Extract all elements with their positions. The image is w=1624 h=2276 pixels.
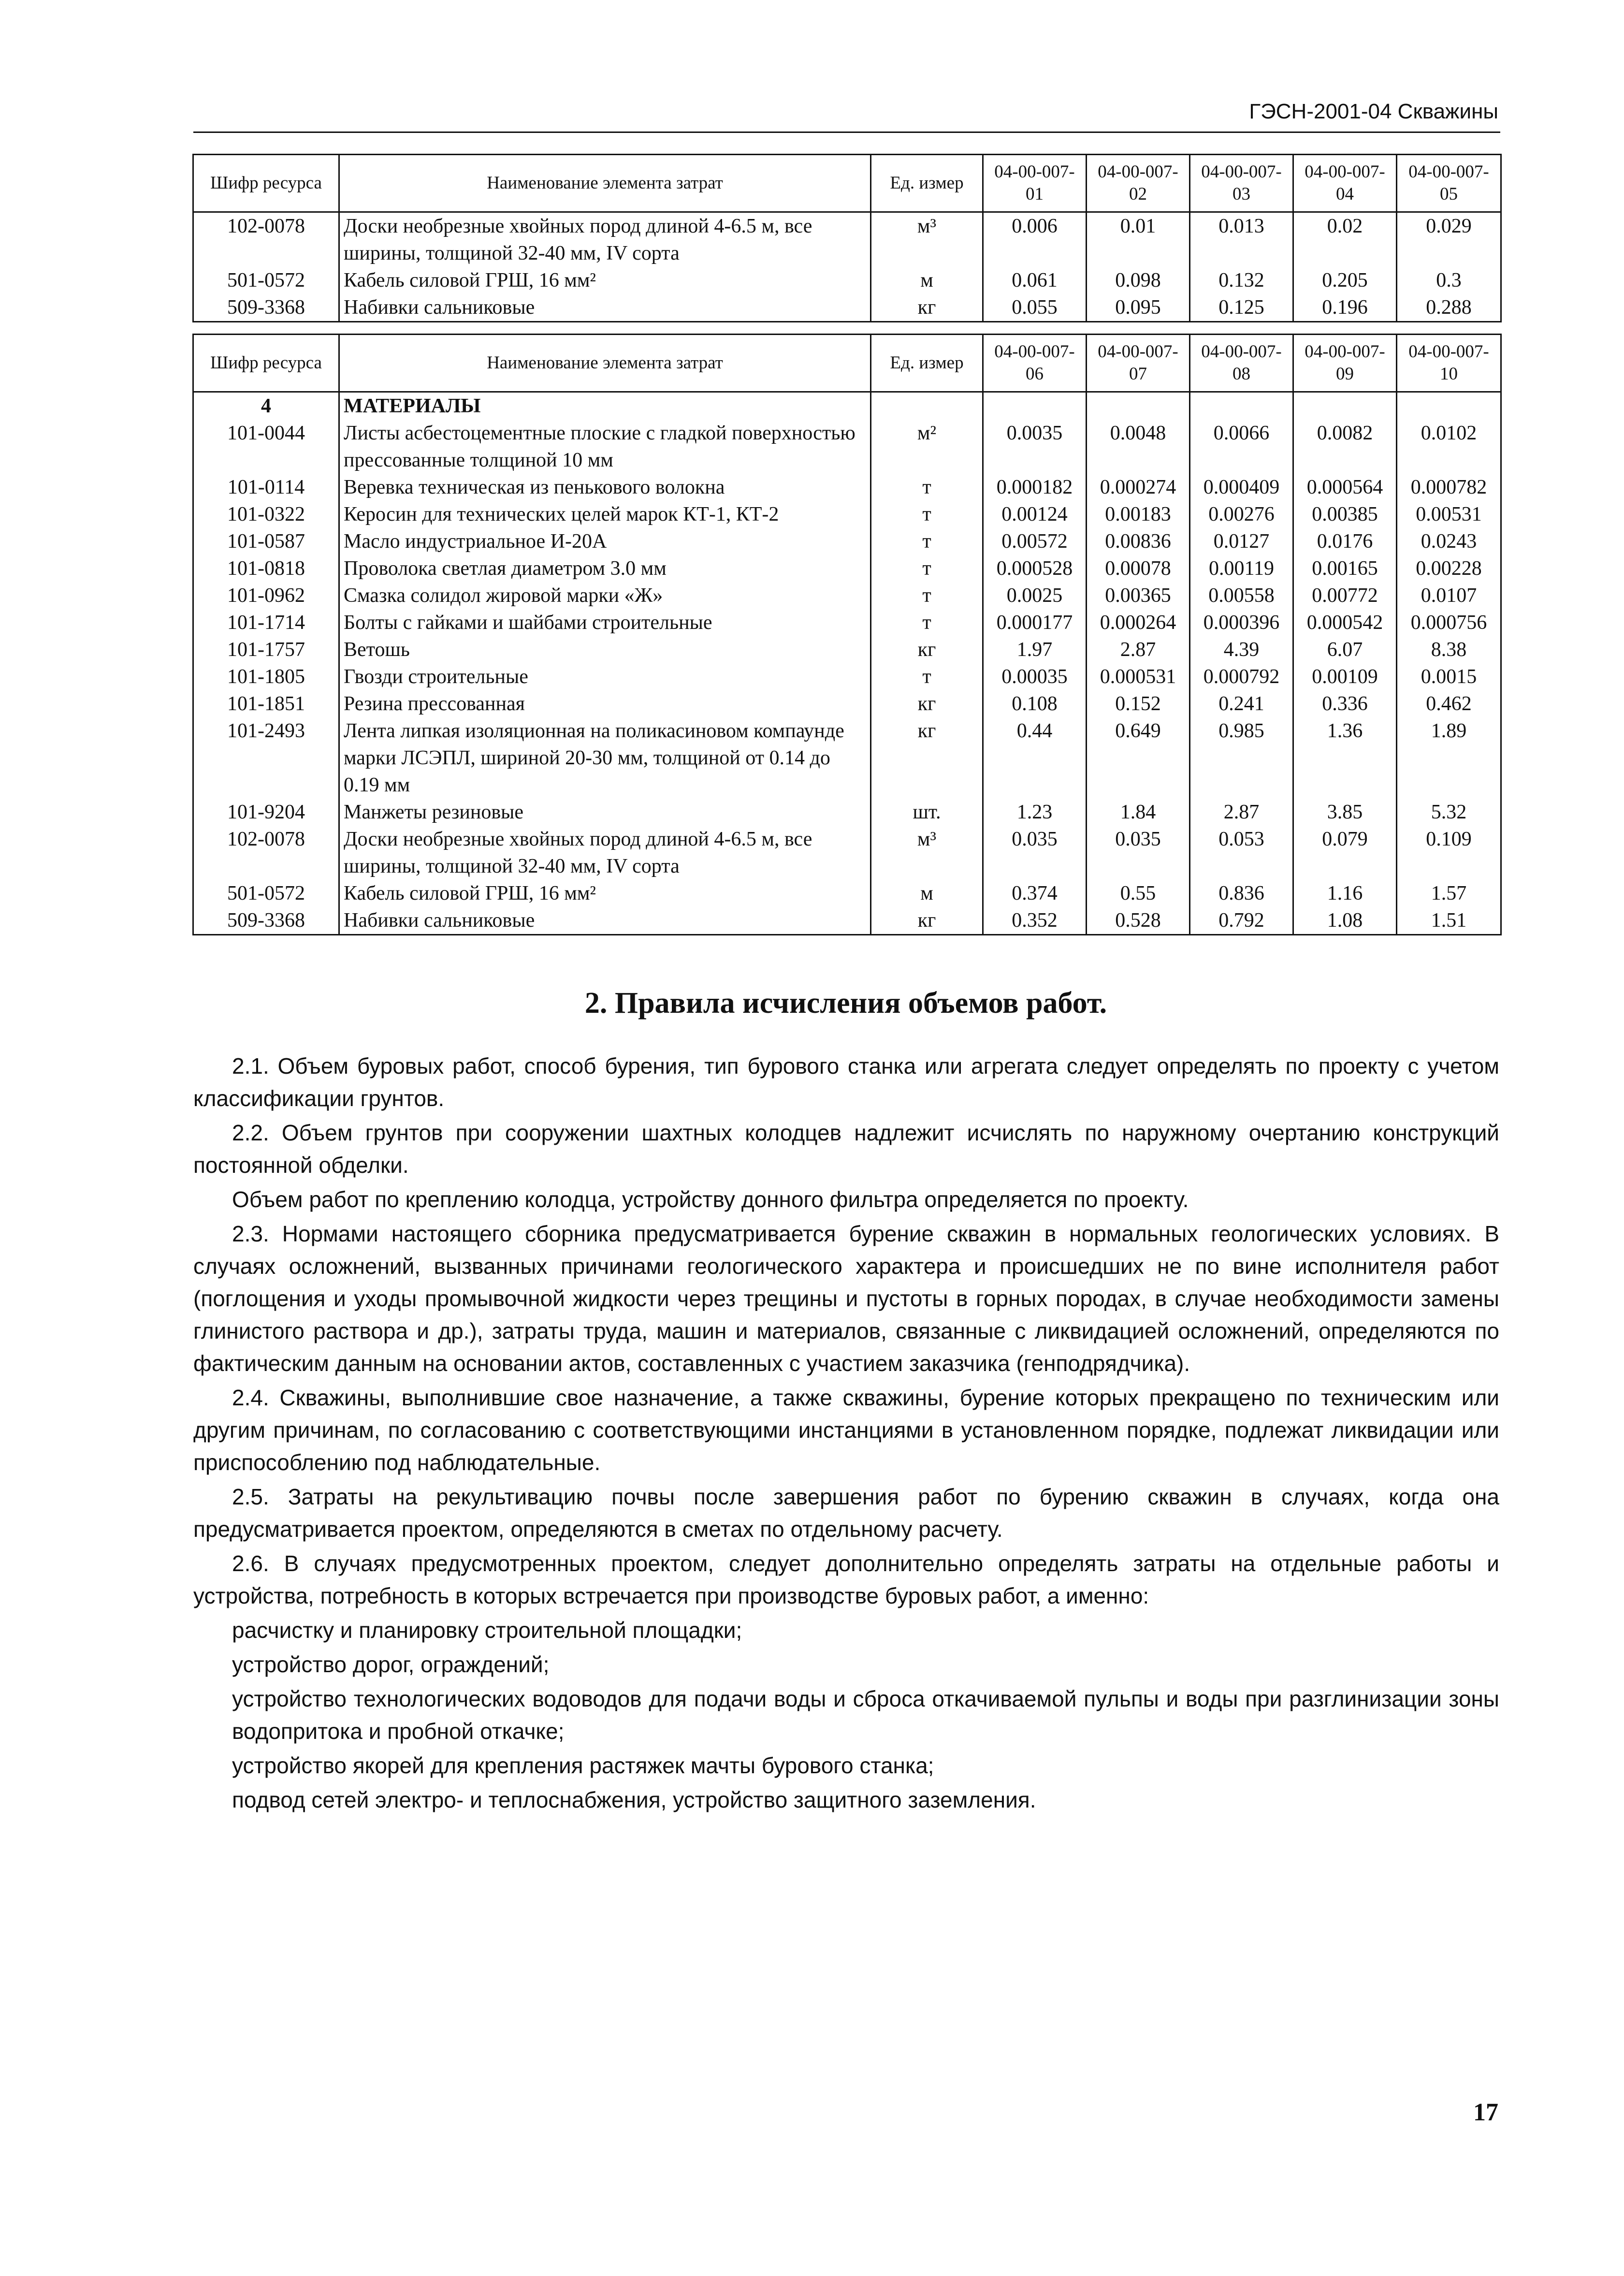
norm-value: 0.00183 <box>1087 501 1190 528</box>
norm-value: 0.00124 <box>983 501 1087 528</box>
paragraph: 2.1. Объем буровых работ, способ бурения, тип бурового станка или агрегата следует определять по проекту с учетом классификации грунтов. <box>193 1053 1499 1111</box>
resource-table-1 <box>192 154 1502 322</box>
norm-value: 0.649 <box>1087 717 1190 799</box>
norm-value: 2.87 <box>1190 799 1293 826</box>
resource-code: 101-0322 <box>193 501 339 528</box>
norm-value: 0.0082 <box>1293 420 1397 474</box>
norm-value: 1.97 <box>983 636 1087 663</box>
norm-value: 0.035 <box>1087 826 1190 880</box>
norm-value: 0.00531 <box>1397 501 1501 528</box>
column-header: 04-00-007-08 <box>1190 335 1293 392</box>
table-row <box>193 555 1501 582</box>
group-row <box>193 392 1501 420</box>
resource-name: Набивки сальниковые <box>339 907 871 935</box>
column-header: 04-00-007-06 <box>983 335 1087 392</box>
norm-value: 0.079 <box>1293 826 1397 880</box>
list-item: устройство якорей для крепления растяжек мачты бурового станка; <box>232 1753 934 1778</box>
norm-value: 0.196 <box>1293 294 1397 322</box>
norm-value: 0.000528 <box>983 555 1087 582</box>
list-item: устройство дорог, ограждений; <box>232 1652 550 1677</box>
list-item: расчистку и планировку строительной площадки; <box>232 1618 742 1643</box>
paragraph: 2.4. Скважины, выполнившие свое назначение, а также скважины, бурение которых прекращено по техническим или другим причинам, по согласованию с соответствующими инстанциями в установленном порядке, подлежат ликвидации или приспособлению под наблюдательные. <box>193 1385 1499 1475</box>
body-text <box>193 1050 1499 1818</box>
norm-value: 0.0066 <box>1190 420 1293 474</box>
paragraph: 2.3. Нормами настоящего сборника предусматривается бурение скважин в нормальных геологических условиях. В случаях осложнений, вызванных причинами геологического характера и происшедших не по вине исполнителя работ (поглощения и уходы промывочной жидкости через трещины и пустоты в горных породах, в случае необходимости замены глинистого раствора и др.), затраты труда, машин и материалов, связанные с ликвидацией осложнений, определяются по фактическим данным на основании актов, составленных с участием заказчика (генподрядчика). <box>193 1221 1499 1376</box>
unit-of-measure: кг <box>871 690 983 717</box>
resource-code: 101-0818 <box>193 555 339 582</box>
resource-name: Кабель силовой ГРШ, 16 мм² <box>339 880 871 907</box>
norm-value: 0.0025 <box>983 582 1087 609</box>
norm-value: 0.55 <box>1087 880 1190 907</box>
norm-value: 0.000396 <box>1190 609 1293 636</box>
norm-value: 0.000177 <box>983 609 1087 636</box>
norm-value: 0.00276 <box>1190 501 1293 528</box>
column-header: 04-00-007-02 <box>1087 155 1190 212</box>
resource-name: Резина прессованная <box>339 690 871 717</box>
norm-value: 8.38 <box>1397 636 1501 663</box>
norm-value: 0.00558 <box>1190 582 1293 609</box>
norm-value: 0.374 <box>983 880 1087 907</box>
norm-value: 0.00228 <box>1397 555 1501 582</box>
norm-value: 0.352 <box>983 907 1087 935</box>
unit-of-measure: м³ <box>871 212 983 267</box>
resource-name: Проволока светлая диаметром 3.0 мм <box>339 555 871 582</box>
norm-value: 0.336 <box>1293 690 1397 717</box>
norm-value: 0.528 <box>1087 907 1190 935</box>
resource-code: 101-1757 <box>193 636 339 663</box>
norm-value: 0.288 <box>1397 294 1501 322</box>
unit-of-measure: кг <box>871 717 983 799</box>
column-header: 04-00-007-05 <box>1397 155 1501 212</box>
table-row <box>193 609 1501 636</box>
column-header: Ед. измер <box>871 155 983 212</box>
resource-name: Листы асбестоцементные плоские с гладкой поверхностью прессованные толщиной 10 мм <box>339 420 871 474</box>
norm-value: 6.07 <box>1293 636 1397 663</box>
norm-value: 0.0243 <box>1397 528 1501 555</box>
norm-value: 0.836 <box>1190 880 1293 907</box>
norm-value: 0.00836 <box>1087 528 1190 555</box>
unit-of-measure: т <box>871 474 983 501</box>
norm-value: 0.000756 <box>1397 609 1501 636</box>
unit-of-measure: м <box>871 880 983 907</box>
norm-value: 1.08 <box>1293 907 1397 935</box>
resource-code: 101-0587 <box>193 528 339 555</box>
norm-value: 0.000531 <box>1087 663 1190 690</box>
unit-of-measure: шт. <box>871 799 983 826</box>
paragraph: 2.6. В случаях предусмотренных проектом, следует дополнительно определять затраты на отдельные работы и устройства, потребность в которых встречается при производстве буровых работ, а именно: <box>193 1551 1499 1608</box>
norm-value: 0.061 <box>983 267 1087 294</box>
norm-value: 0.006 <box>983 212 1087 267</box>
unit-of-measure: т <box>871 609 983 636</box>
resource-name: Керосин для технических целей марок КТ-1, КТ-2 <box>339 501 871 528</box>
norm-value: 2.87 <box>1087 636 1190 663</box>
resource-code: 101-0044 <box>193 420 339 474</box>
norm-value: 0.000782 <box>1397 474 1501 501</box>
resource-name: Смазка солидол жировой марки «Ж» <box>339 582 871 609</box>
list-item: подвод сетей электро- и теплоснабжения, устройство защитного заземления. <box>232 1787 1036 1812</box>
column-header: 04-00-007-01 <box>983 155 1087 212</box>
header-rule <box>193 131 1500 133</box>
norm-value: 1.23 <box>983 799 1087 826</box>
column-header: Наименование элемента затрат <box>339 155 871 212</box>
table-row <box>193 474 1501 501</box>
table-row <box>193 528 1501 555</box>
norm-value: 0.00385 <box>1293 501 1397 528</box>
table-row <box>193 880 1501 907</box>
group-name: МАТЕРИАЛЫ <box>339 392 871 420</box>
norm-value: 0.985 <box>1190 717 1293 799</box>
resource-code: 509-3368 <box>193 907 339 935</box>
norm-value: 0.00365 <box>1087 582 1190 609</box>
resource-code: 102-0078 <box>193 212 339 267</box>
norm-value: 0.44 <box>983 717 1087 799</box>
table-row <box>193 294 1501 322</box>
norm-value: 0.00772 <box>1293 582 1397 609</box>
norm-value: 0.000409 <box>1190 474 1293 501</box>
norm-value: 0.055 <box>983 294 1087 322</box>
resource-name: Манжеты резиновые <box>339 799 871 826</box>
norm-value: 0.0107 <box>1397 582 1501 609</box>
resource-name: Кабель силовой ГРШ, 16 мм² <box>339 267 871 294</box>
norm-value: 0.3 <box>1397 267 1501 294</box>
norm-value: 1.16 <box>1293 880 1397 907</box>
unit-of-measure: т <box>871 501 983 528</box>
column-header: 04-00-007-04 <box>1293 155 1397 212</box>
norm-value: 1.84 <box>1087 799 1190 826</box>
norm-value: 0.000182 <box>983 474 1087 501</box>
table-row <box>193 663 1501 690</box>
unit-of-measure: м <box>871 267 983 294</box>
norm-value: 0.792 <box>1190 907 1293 935</box>
norm-value: 0.01 <box>1087 212 1190 267</box>
paragraph: 2.5. Затраты на рекультивацию почвы после завершения работ по бурению скважин в случаях, когда она предусматривается проектом, определяются в сметах по отдельному расчету. <box>193 1484 1499 1542</box>
running-header: ГЭСН-2001-04 Скважины <box>1249 100 1498 123</box>
norm-value: 0.000274 <box>1087 474 1190 501</box>
norm-value: 0.000264 <box>1087 609 1190 636</box>
unit-of-measure: кг <box>871 294 983 322</box>
norm-value: 0.095 <box>1087 294 1190 322</box>
norm-value: 0.02 <box>1293 212 1397 267</box>
resource-name: Ветошь <box>339 636 871 663</box>
norm-value: 0.109 <box>1397 826 1501 880</box>
resource-code: 101-0114 <box>193 474 339 501</box>
list-item: устройство технологических водоводов для подачи воды и сброса откачиваемой пульпы и воды при разглинизации зоны водопритока и пробной откачке; <box>232 1686 1499 1744</box>
resource-code: 101-2493 <box>193 717 339 799</box>
paragraph: 2.2. Объем грунтов при сооружении шахтных колодцев надлежит исчислять по наружному очертанию конструкций постоянной обделки. <box>193 1120 1499 1178</box>
norm-value: 0.00165 <box>1293 555 1397 582</box>
column-header: 04-00-007-09 <box>1293 335 1397 392</box>
group-code: 4 <box>193 392 339 420</box>
norm-value: 0.0102 <box>1397 420 1501 474</box>
resource-code: 101-9204 <box>193 799 339 826</box>
norm-value: 0.00572 <box>983 528 1087 555</box>
column-header: 04-00-007-03 <box>1190 155 1293 212</box>
unit-of-measure: кг <box>871 636 983 663</box>
norm-value: 0.125 <box>1190 294 1293 322</box>
paragraph: Объем работ по креплению колодца, устройству донного фильтра определяется по проекту. <box>232 1187 1189 1212</box>
table-row <box>193 717 1501 799</box>
table-row <box>193 501 1501 528</box>
norm-value: 0.00078 <box>1087 555 1190 582</box>
unit-of-measure: т <box>871 528 983 555</box>
norm-value: 1.89 <box>1397 717 1501 799</box>
norm-value: 5.32 <box>1397 799 1501 826</box>
column-header: 04-00-007-10 <box>1397 335 1501 392</box>
resource-table-2 <box>192 334 1502 935</box>
column-header: Наименование элемента затрат <box>339 335 871 392</box>
norm-value: 0.108 <box>983 690 1087 717</box>
table-row <box>193 420 1501 474</box>
norm-value: 0.462 <box>1397 690 1501 717</box>
norm-value: 3.85 <box>1293 799 1397 826</box>
norm-value: 0.205 <box>1293 267 1397 294</box>
table-row <box>193 582 1501 609</box>
norm-value: 0.00035 <box>983 663 1087 690</box>
column-header: Ед. измер <box>871 335 983 392</box>
table-row <box>193 690 1501 717</box>
norm-value: 0.241 <box>1190 690 1293 717</box>
column-header: Шифр ресурса <box>193 335 339 392</box>
column-header: Шифр ресурса <box>193 155 339 212</box>
table-row <box>193 267 1501 294</box>
norm-value: 0.098 <box>1087 267 1190 294</box>
norm-value: 0.0048 <box>1087 420 1190 474</box>
resource-name: Болты с гайками и шайбами строительные <box>339 609 871 636</box>
norm-value: 0.00109 <box>1293 663 1397 690</box>
norm-value: 0.035 <box>983 826 1087 880</box>
unit-of-measure: м² <box>871 420 983 474</box>
norm-value: 0.029 <box>1397 212 1501 267</box>
unit-of-measure: т <box>871 663 983 690</box>
norm-value: 0.0035 <box>983 420 1087 474</box>
table-row <box>193 212 1501 267</box>
norm-value: 0.000564 <box>1293 474 1397 501</box>
norm-value: 1.51 <box>1397 907 1501 935</box>
resource-code: 101-1851 <box>193 690 339 717</box>
table-header-row <box>193 335 1501 392</box>
norm-value: 0.013 <box>1190 212 1293 267</box>
table-row <box>193 826 1501 880</box>
resource-name: Масло индустриальное И-20А <box>339 528 871 555</box>
unit-of-measure: м³ <box>871 826 983 880</box>
unit-of-measure: т <box>871 555 983 582</box>
resource-code: 101-1805 <box>193 663 339 690</box>
resource-name: Доски необрезные хвойных пород длиной 4-6.5 м, все ширины, толщиной 32-40 мм, IV сорта <box>339 212 871 267</box>
resource-name: Лента липкая изоляционная на поликасиновом компаунде марки ЛСЭПЛ, шириной 20-30 мм, толщиной от 0.14 до 0.19 мм <box>339 717 871 799</box>
resource-code: 101-1714 <box>193 609 339 636</box>
resource-code: 501-0572 <box>193 267 339 294</box>
resource-name: Веревка техническая из пенькового волокна <box>339 474 871 501</box>
norm-value: 1.36 <box>1293 717 1397 799</box>
norm-value: 0.0015 <box>1397 663 1501 690</box>
column-header: 04-00-007-07 <box>1087 335 1190 392</box>
resource-name: Доски необрезные хвойных пород длиной 4-6.5 м, все ширины, толщиной 32-40 мм, IV сорта <box>339 826 871 880</box>
resource-name: Набивки сальниковые <box>339 294 871 322</box>
resource-name: Гвозди строительные <box>339 663 871 690</box>
table-row <box>193 907 1501 935</box>
resource-code: 509-3368 <box>193 294 339 322</box>
norm-value: 0.0176 <box>1293 528 1397 555</box>
norm-value: 0.00119 <box>1190 555 1293 582</box>
unit-of-measure: т <box>871 582 983 609</box>
resource-code: 102-0078 <box>193 826 339 880</box>
table-row <box>193 799 1501 826</box>
norm-value: 0.132 <box>1190 267 1293 294</box>
norm-value: 0.000792 <box>1190 663 1293 690</box>
section-heading: 2. Правила исчисления объемов работ. <box>584 987 1107 1020</box>
norm-value: 0.0127 <box>1190 528 1293 555</box>
norm-value: 0.152 <box>1087 690 1190 717</box>
resource-code: 501-0572 <box>193 880 339 907</box>
norm-value: 1.57 <box>1397 880 1501 907</box>
page-number: 17 <box>1473 2099 1498 2126</box>
unit-of-measure: кг <box>871 907 983 935</box>
resource-code: 101-0962 <box>193 582 339 609</box>
norm-value: 4.39 <box>1190 636 1293 663</box>
norm-value: 0.000542 <box>1293 609 1397 636</box>
table-header-row <box>193 155 1501 212</box>
table-row <box>193 636 1501 663</box>
norm-value: 0.053 <box>1190 826 1293 880</box>
